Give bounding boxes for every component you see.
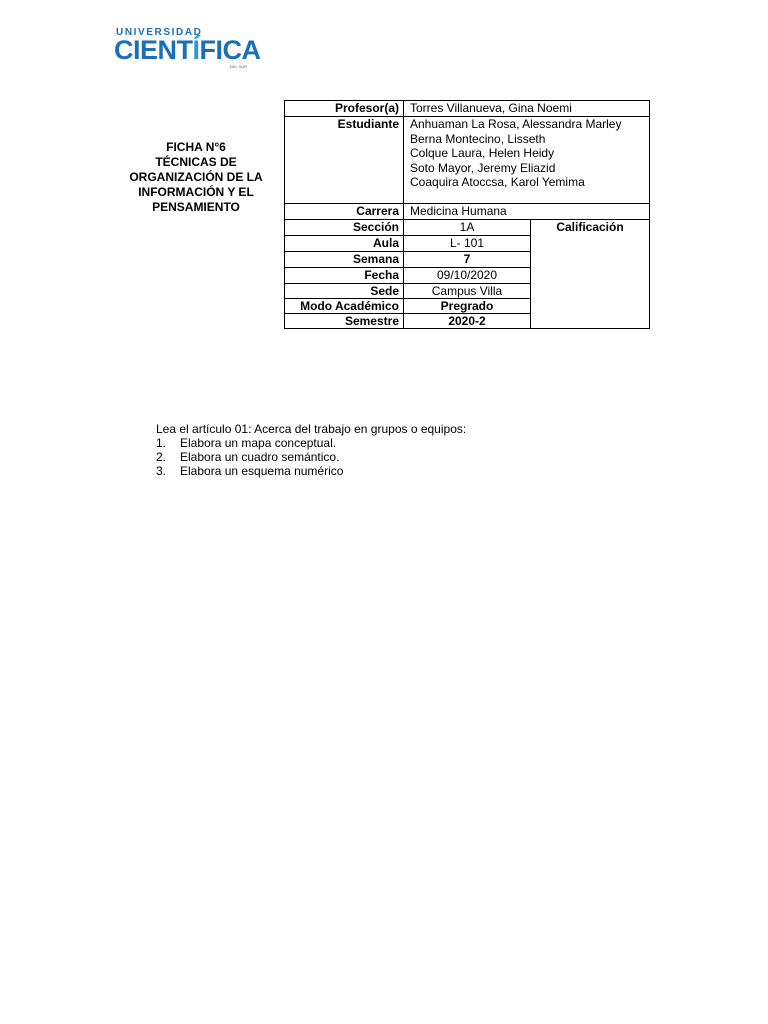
students-list	[404, 117, 650, 204]
semestre-label: Semestre	[285, 314, 404, 329]
semana-label: Semana	[285, 252, 404, 268]
logo-top-text: UNIVERSIDAD	[116, 27, 203, 38]
semana-value: 7	[404, 252, 531, 268]
worksheet-title: FICHA N°6 TÉCNICAS DE ORGANIZACIÓN DE LA INFORMACIÓN Y EL PENSAMIENTO	[129, 140, 263, 214]
modo-value: Pregrado	[404, 299, 531, 314]
logo-small-text: DEL SUR	[230, 64, 248, 69]
student-name: Berna Montecino, Lisseth	[410, 131, 546, 146]
list-item: 2. Elabora un cuadro semántico.	[156, 450, 340, 464]
student-name: Colque Laura, Helen Heidy	[410, 146, 555, 160]
sede-value: Campus Villa	[404, 284, 531, 299]
estudiante-label: Estudiante	[285, 117, 404, 204]
instructions-intro: Lea el artículo 01: Acerca del trabajo en grupos o equipos:	[156, 422, 467, 436]
seccion-label: Sección	[285, 220, 404, 236]
carrera-value: Medicina Humana	[404, 204, 650, 220]
list-item: 1. Elabora un mapa conceptual.	[156, 436, 337, 450]
instructions-list	[156, 436, 466, 478]
seccion-value: 1A	[404, 220, 531, 236]
profesor-label: Profesor(a)	[285, 101, 404, 117]
info-table	[284, 100, 650, 329]
modo-label: Modo Académico	[285, 299, 404, 314]
student-name: Anhuaman La Rosa, Alessandra Marley	[410, 117, 622, 131]
semestre-value: 2020-2	[404, 314, 531, 329]
list-item: 3. Elabora un esquema numérico	[156, 464, 344, 478]
student-name: Soto Mayor, Jeremy Eliazid	[410, 160, 556, 175]
fecha-value: 09/10/2020	[404, 268, 531, 284]
profesor-value: Torres Villanueva, Gina Noemi	[404, 101, 650, 117]
aula-value: L- 101	[404, 236, 531, 252]
carrera-label: Carrera	[285, 204, 404, 220]
university-logo	[112, 27, 272, 69]
fecha-label: Fecha	[285, 268, 404, 284]
aula-label: Aula	[285, 236, 404, 252]
calificacion-cell: Calificación	[531, 220, 650, 329]
logo-main-text: CIENTÍFICA	[114, 35, 261, 65]
sede-label: Sede	[285, 284, 404, 299]
instructions	[156, 422, 466, 478]
student-name: Coaquira Atoccsa, Karol Yemima	[410, 175, 585, 189]
